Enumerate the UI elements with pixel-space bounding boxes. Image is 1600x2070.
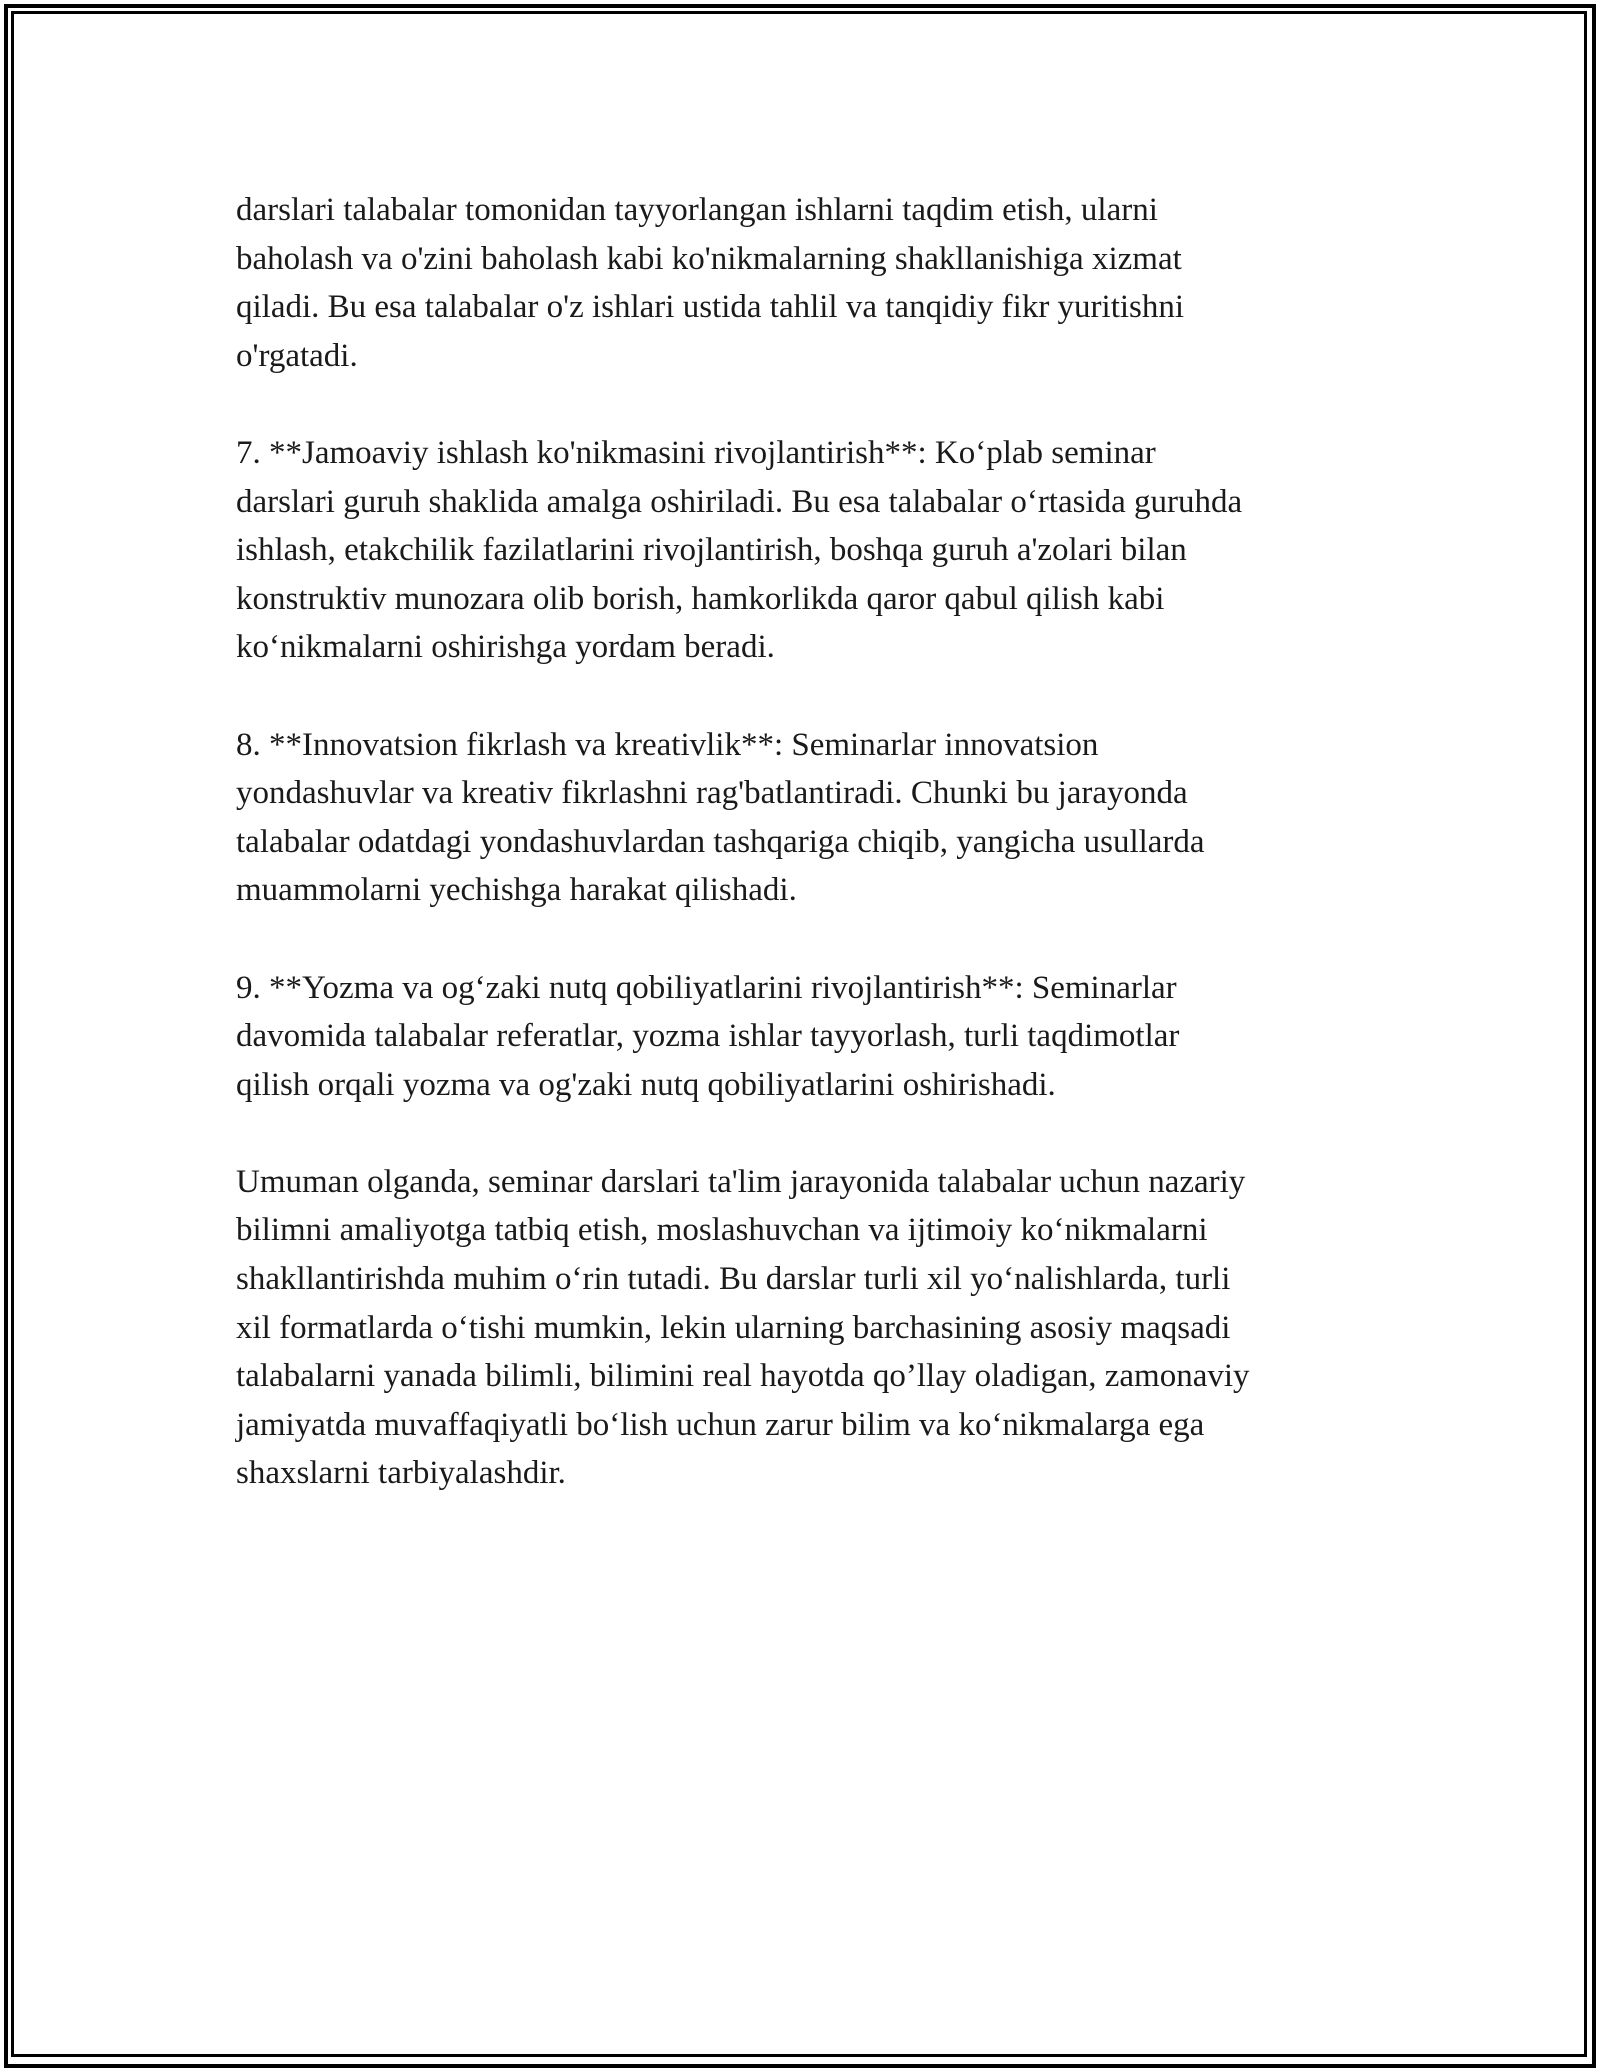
text-line: jamiyatda muvaffaqiyatli bo‘lish uchun zarur bilim va ko‘nikmalarga ega xyxy=(236,1406,1205,1443)
paragraph-conclusion xyxy=(236,1158,1386,1498)
text-line: Umuman olganda, seminar darslari ta'lim jarayonida talabalar uchun nazariy xyxy=(236,1163,1246,1200)
text-line: talabalar odatdagi yondashuvlardan tashqariga chiqib, yangicha usullarda xyxy=(236,823,1205,860)
text-line: muammolarni yechishga harakat qilishadi. xyxy=(236,872,797,909)
text-line: davomida talabalar referatlar, yozma ishlar tayyorlash, turli taqdimotlar xyxy=(236,1018,1180,1055)
paragraph-item-7 xyxy=(236,429,1386,672)
text-line: talabalarni yanada bilimli, bilimini real hayotda qo’llay oladigan, zamonaviy xyxy=(236,1358,1250,1395)
text-line: darslari guruh shaklida amalga oshiriladi. Bu esa talabalar o‘rtasida guruhda xyxy=(236,483,1243,520)
text-line: 8. **Innovatsion fikrlash va kreativlik**: Seminarlar innovatsion xyxy=(236,726,1099,763)
text-line: yondashuvlar va kreativ fikrlashni rag'batlantiradi. Chunki bu jarayonda xyxy=(236,775,1188,812)
text-line: xil formatlarda o‘tishi mumkin, lekin ularning barchasining asosiy maqsadi xyxy=(236,1309,1231,1346)
text-line: ko‘nikmalarni oshirishga yordam beradi. xyxy=(236,629,775,666)
text-line: qilish orqali yozma va og'zaki nutq qobiliyatlarini oshirishadi. xyxy=(236,1066,1056,1103)
text-line: o'rgatadi. xyxy=(236,337,358,374)
paragraph-item-9 xyxy=(236,964,1386,1110)
text-line: qiladi. Bu esa talabalar o'z ishlari ustida tahlil va tanqidiy fikr yuritishni xyxy=(236,289,1185,326)
text-line: baholash va o'zini baholash kabi ko'nikmalarning shakllanishiga xizmat xyxy=(236,240,1182,277)
text-line: shakllantirishda muhim o‘rin tutadi. Bu darslar turli xil yo‘nalishlarda, turli xyxy=(236,1261,1231,1298)
text-line: konstruktiv munozara olib borish, hamkorlikda qaror qabul qilish kabi xyxy=(236,580,1165,617)
text-line: bilimni amaliyotga tatbiq etish, moslashuvchan va ijtimoiy ko‘nikmalarni xyxy=(236,1212,1208,1249)
text-line: 9. **Yozma va og‘zaki nutq qobiliyatlarini rivojlantirish**: Seminarlar xyxy=(236,969,1177,1006)
document-body xyxy=(236,186,1386,1547)
text-line: shaxslarni tarbiyalashdir. xyxy=(236,1455,566,1492)
paragraph-continuation xyxy=(236,186,1386,380)
text-line: 7. **Jamoaviy ishlash ko'nikmasini rivojlantirish**: Ko‘plab seminar xyxy=(236,434,1156,471)
paragraph-item-8 xyxy=(236,721,1386,915)
text-line: darslari talabalar tomonidan tayyorlangan ishlarni taqdim etish, ularni xyxy=(236,192,1158,228)
text-line: ishlash, etakchilik fazilatlarini rivojlantirish, boshqa guruh a'zolari bilan xyxy=(236,532,1187,569)
